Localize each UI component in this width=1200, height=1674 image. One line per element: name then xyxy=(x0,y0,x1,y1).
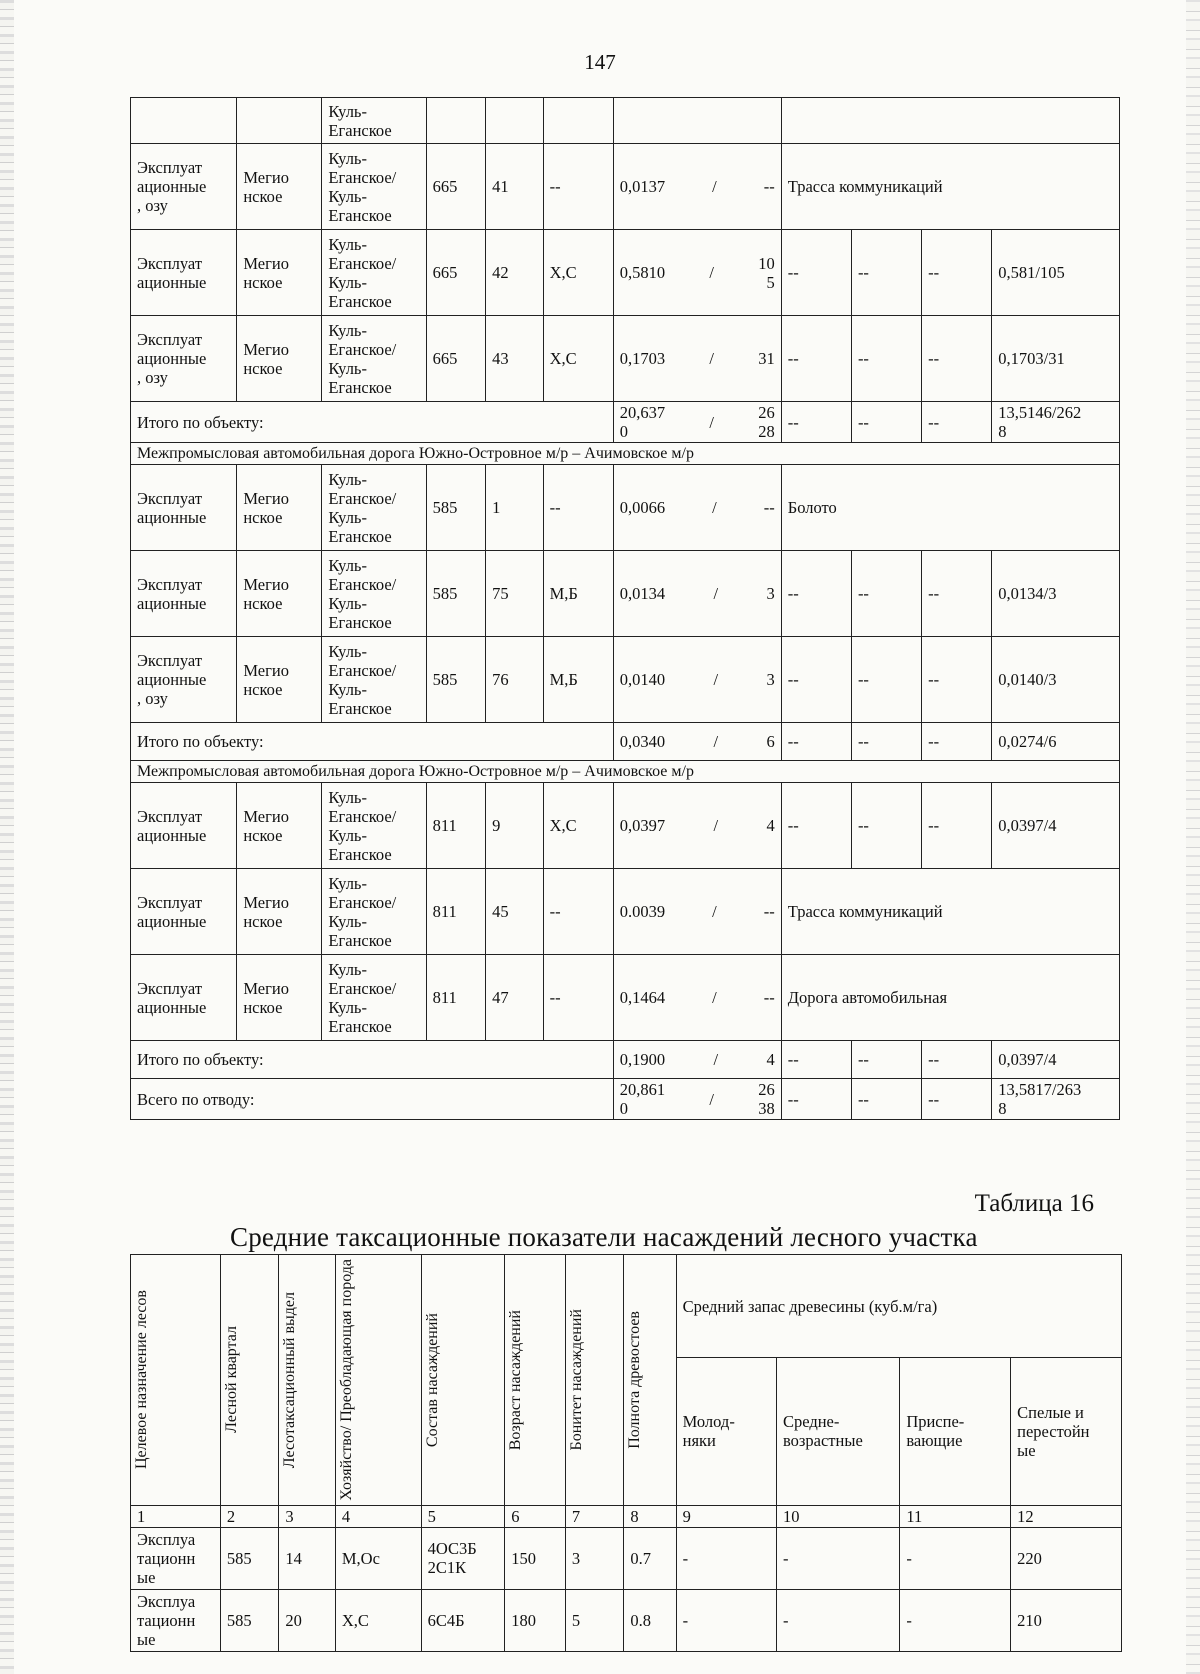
purpose: Эксплуат ационные , озу xyxy=(131,316,237,402)
forestry-district: Куль- Еганское/ Куль- Еганское xyxy=(322,869,426,955)
table-cell: М,Ос xyxy=(335,1527,421,1589)
road-heading: Межпромысловая автомобильная дорога Южно-Островное м/р – Ачимовское м/р xyxy=(131,761,1120,783)
volume-value: 3 xyxy=(766,670,775,689)
header-density: Полнота древостоев xyxy=(624,1255,676,1506)
area-volume-cell xyxy=(613,144,781,230)
table-row xyxy=(131,1527,1122,1589)
column-numbers-row xyxy=(131,1505,1122,1527)
species: Х,С xyxy=(543,783,613,869)
section-heading-row xyxy=(131,443,1120,465)
table-cell: 180 xyxy=(505,1589,566,1651)
page-number: 147 xyxy=(584,50,616,74)
forestry: Мегио нское xyxy=(237,869,322,955)
quarter: 585 xyxy=(426,637,486,723)
area-value: 20,861 0 xyxy=(619,1080,666,1118)
scan-edge-right xyxy=(1186,0,1200,1674)
forestry-district: Куль- Еганское/ Куль- Еганское xyxy=(322,637,426,723)
table-row xyxy=(131,230,1120,316)
header-bonitet: Бонитет насаждений xyxy=(565,1255,624,1506)
table-cell: 4ОС3Б 2С1К xyxy=(421,1527,505,1589)
maturing-value: -- xyxy=(922,723,992,761)
area-value: 0,1900 xyxy=(619,1050,666,1069)
empty-cell xyxy=(543,98,613,144)
allotment: 1 xyxy=(486,465,543,551)
total-value: 0,581/105 xyxy=(992,230,1120,316)
table-cell: Х,С xyxy=(335,1589,421,1651)
header-allotment: Лесотаксационный выдел xyxy=(279,1255,335,1506)
column-number: 6 xyxy=(505,1505,566,1527)
purpose: Эксплуат ационные , озу xyxy=(131,637,237,723)
area-value: 0.0039 xyxy=(619,902,666,921)
forestry-district: Куль- Еганское/ Куль- Еганское xyxy=(322,955,426,1041)
maturing-value: -- xyxy=(922,551,992,637)
total-value: 0,0397/4 xyxy=(992,783,1120,869)
allotment: 45 xyxy=(486,869,543,955)
table-row xyxy=(131,316,1120,402)
road-heading: Межпромысловая автомобильная дорога Южно-Островное м/р – Ачимовское м/р xyxy=(131,443,1120,465)
table-cell: 5 xyxy=(565,1589,624,1651)
total-value: 0,0274/6 xyxy=(992,723,1120,761)
volume-value: 26 28 xyxy=(758,403,775,441)
volume-value: 4 xyxy=(766,816,775,835)
allotment: 9 xyxy=(486,783,543,869)
fraction-slash: / xyxy=(713,732,719,751)
total-row xyxy=(131,402,1120,443)
fraction-slash: / xyxy=(709,263,714,282)
volume-value: -- xyxy=(763,902,775,921)
fraction-slash: / xyxy=(712,988,717,1007)
table-row xyxy=(131,637,1120,723)
area-volume-cell xyxy=(613,551,781,637)
table-row xyxy=(131,144,1120,230)
scan-edge-left xyxy=(0,0,14,1674)
purpose: Эксплуат ационные xyxy=(131,551,237,637)
volume-value: -- xyxy=(763,177,775,196)
purpose: Эксплуат ационные xyxy=(131,783,237,869)
young-value: -- xyxy=(781,783,851,869)
allotment: 41 xyxy=(486,144,543,230)
table-row xyxy=(131,869,1120,955)
middle-value: -- xyxy=(851,723,921,761)
table-cell: 14 xyxy=(279,1527,335,1589)
fraction-slash: / xyxy=(713,816,719,835)
young-value: -- xyxy=(781,1079,851,1120)
volume-value: 26 38 xyxy=(758,1080,775,1118)
area-value: 0,5810 xyxy=(619,263,666,282)
volume-value: 6 xyxy=(766,732,775,751)
forestry-district: Куль- Еганское/ Куль- Еганское xyxy=(322,783,426,869)
young-value: -- xyxy=(781,723,851,761)
total-label: Итого по объекту: xyxy=(131,1041,614,1079)
quarter: 811 xyxy=(426,869,486,955)
table-row xyxy=(131,1589,1122,1651)
table-title: Средние таксационные показатели насаждений лесного участка xyxy=(230,1222,978,1252)
area-volume-cell xyxy=(613,402,781,443)
table-row xyxy=(131,465,1120,551)
maturing-value: -- xyxy=(922,783,992,869)
forestry: Мегио нское xyxy=(237,230,322,316)
table-cell: 150 xyxy=(505,1527,566,1589)
taxation-table xyxy=(130,1254,1122,1652)
total-row xyxy=(131,1079,1120,1120)
maturing-value: -- xyxy=(922,402,992,443)
allotment: 42 xyxy=(486,230,543,316)
fraction-slash: / xyxy=(709,349,714,368)
column-number: 1 xyxy=(131,1505,221,1527)
species: Х,С xyxy=(543,230,613,316)
total-value: 0,0140/3 xyxy=(992,637,1120,723)
allotment-table xyxy=(130,97,1120,1120)
total-label: Итого по объекту: xyxy=(131,723,614,761)
empty-cell xyxy=(781,98,1119,144)
table-cell: 585 xyxy=(220,1527,279,1589)
middle-value: -- xyxy=(851,316,921,402)
column-number: 7 xyxy=(565,1505,624,1527)
table-row xyxy=(131,783,1120,869)
column-number: 9 xyxy=(676,1505,776,1527)
table-cell: Эксплуа тационн ые xyxy=(131,1527,221,1589)
area-value: 20,637 0 xyxy=(619,403,666,441)
table-row xyxy=(131,551,1120,637)
purpose: Эксплуат ационные , озу xyxy=(131,144,237,230)
header-middle-aged: Средне- возрастные xyxy=(776,1358,899,1505)
total-value: 13,5146/262 8 xyxy=(992,402,1120,443)
area-volume-cell xyxy=(613,316,781,402)
table-cell: 220 xyxy=(1011,1527,1122,1589)
area-volume-cell xyxy=(613,1041,781,1079)
section-heading-row xyxy=(131,761,1120,783)
purpose: Эксплуат ационные xyxy=(131,465,237,551)
allotment: 43 xyxy=(486,316,543,402)
column-number: 12 xyxy=(1011,1505,1122,1527)
table-cell: - xyxy=(676,1527,776,1589)
forestry: Мегио нское xyxy=(237,955,322,1041)
purpose: Эксплуат ационные xyxy=(131,230,237,316)
column-number: 11 xyxy=(900,1505,1011,1527)
area-volume-cell xyxy=(613,723,781,761)
quarter: 665 xyxy=(426,316,486,402)
header-maturing: Приспе- вающие xyxy=(900,1358,1011,1505)
species: М,Б xyxy=(543,637,613,723)
area-volume-cell xyxy=(613,955,781,1041)
maturing-value: -- xyxy=(922,316,992,402)
fraction-slash: / xyxy=(709,1089,714,1109)
quarter: 585 xyxy=(426,465,486,551)
area-value: 0,0134 xyxy=(619,584,666,603)
column-number: 10 xyxy=(776,1505,899,1527)
area-volume-cell xyxy=(613,783,781,869)
table-cell: 0.7 xyxy=(624,1527,676,1589)
area-value: 0,1464 xyxy=(619,988,666,1007)
area-volume-cell xyxy=(613,465,781,551)
maturing-value: -- xyxy=(922,1041,992,1079)
empty-cell xyxy=(486,98,543,144)
area-value: 0,0066 xyxy=(619,498,666,517)
table-cell: - xyxy=(776,1589,899,1651)
allotment: 76 xyxy=(486,637,543,723)
volume-value: 4 xyxy=(766,1050,775,1069)
forestry-district: Куль- Еганское xyxy=(322,98,426,144)
land-note: Трасса коммуникаций xyxy=(781,144,1119,230)
table-number: Таблица 16 xyxy=(974,1190,1094,1217)
forestry-district: Куль- Еганское/ Куль- Еганское xyxy=(322,230,426,316)
species: -- xyxy=(543,869,613,955)
young-value: -- xyxy=(781,637,851,723)
table-cell: 20 xyxy=(279,1589,335,1651)
total-value: 13,5817/263 8 xyxy=(992,1079,1120,1120)
allotment: 47 xyxy=(486,955,543,1041)
table-cell: Эксплуа тационн ые xyxy=(131,1589,221,1651)
table-cell: 585 xyxy=(220,1589,279,1651)
forestry-district: Куль- Еганское/ Куль- Еганское xyxy=(322,316,426,402)
area-value: 0,0397 xyxy=(619,816,666,835)
land-note: Дорога автомобильная xyxy=(781,955,1119,1041)
empty-cell xyxy=(131,98,237,144)
species: -- xyxy=(543,144,613,230)
volume-value: -- xyxy=(763,498,775,517)
fraction-slash: / xyxy=(713,1050,719,1069)
column-number: 8 xyxy=(624,1505,676,1527)
fraction-slash: / xyxy=(713,670,719,689)
table-cell: - xyxy=(900,1527,1011,1589)
land-note: Трасса коммуникаций xyxy=(781,869,1119,955)
purpose: Эксплуат ационные xyxy=(131,955,237,1041)
empty-cell xyxy=(237,98,322,144)
young-value: -- xyxy=(781,316,851,402)
total-value: 0,1703/31 xyxy=(992,316,1120,402)
forestry: Мегио нское xyxy=(237,551,322,637)
area-value: 0,1703 xyxy=(619,349,666,368)
land-note: Болото xyxy=(781,465,1119,551)
volume-value: 10 5 xyxy=(758,253,775,292)
column-number: 3 xyxy=(279,1505,335,1527)
young-value: -- xyxy=(781,230,851,316)
species: -- xyxy=(543,465,613,551)
fraction-slash: / xyxy=(712,902,717,921)
area-volume-cell xyxy=(613,230,781,316)
purpose: Эксплуат ационные xyxy=(131,869,237,955)
middle-value: -- xyxy=(851,1079,921,1120)
quarter: 665 xyxy=(426,230,486,316)
area-value: 0,0140 xyxy=(619,670,666,689)
empty-cell xyxy=(426,98,486,144)
table-row xyxy=(131,955,1120,1041)
table-cell: - xyxy=(676,1589,776,1651)
fraction-slash: / xyxy=(712,498,717,517)
quarter: 585 xyxy=(426,551,486,637)
middle-value: -- xyxy=(851,230,921,316)
total-value: 0,0134/3 xyxy=(992,551,1120,637)
table-cell: 0.8 xyxy=(624,1589,676,1651)
maturing-value: -- xyxy=(922,230,992,316)
area-volume-cell xyxy=(613,869,781,955)
forestry: Мегио нское xyxy=(237,783,322,869)
empty-cell xyxy=(613,98,781,144)
forestry: Мегио нское xyxy=(237,637,322,723)
quarter: 811 xyxy=(426,955,486,1041)
header-age: Возраст насаждений xyxy=(505,1255,566,1506)
forestry: Мегио нское xyxy=(237,144,322,230)
header-quarter: Лесной квартал xyxy=(220,1255,279,1506)
species: М,Б xyxy=(543,551,613,637)
volume-value: 3 xyxy=(766,584,775,603)
fraction-slash: / xyxy=(709,412,714,432)
table-cell: 3 xyxy=(565,1527,624,1589)
middle-value: -- xyxy=(851,637,921,723)
total-value: 0,0397/4 xyxy=(992,1041,1120,1079)
table-row xyxy=(131,98,1120,144)
table-cell: 210 xyxy=(1011,1589,1122,1651)
header-species: Хозяйство/ Преобладающая порода xyxy=(335,1255,421,1506)
area-value: 0,0340 xyxy=(619,732,666,751)
table-cell: - xyxy=(776,1527,899,1589)
column-number: 2 xyxy=(220,1505,279,1527)
middle-value: -- xyxy=(851,783,921,869)
area-volume-cell xyxy=(613,1079,781,1120)
table-cell: 6С4Б xyxy=(421,1589,505,1651)
middle-value: -- xyxy=(851,402,921,443)
area-volume-cell xyxy=(613,637,781,723)
column-number: 5 xyxy=(421,1505,505,1527)
middle-value: -- xyxy=(851,1041,921,1079)
forestry: Мегио нское xyxy=(237,465,322,551)
header-young: Молод- няки xyxy=(676,1358,776,1505)
quarter: 811 xyxy=(426,783,486,869)
volume-value: -- xyxy=(763,988,775,1007)
species: -- xyxy=(543,955,613,1041)
header-composition: Состав насаждений xyxy=(421,1255,505,1506)
volume-value: 31 xyxy=(758,349,775,368)
forestry-district: Куль- Еганское/ Куль- Еганское xyxy=(322,551,426,637)
total-label: Всего по отводу: xyxy=(131,1079,614,1120)
maturing-value: -- xyxy=(922,1079,992,1120)
allotment: 75 xyxy=(486,551,543,637)
header-purpose: Целевое назначение лесов xyxy=(131,1255,221,1506)
total-label: Итого по объекту: xyxy=(131,402,614,443)
header-mature: Спелые и перестойн ые xyxy=(1011,1358,1122,1505)
header-stock-group: Средний запас древесины (куб.м/га) xyxy=(676,1255,1121,1358)
table-cell: - xyxy=(900,1589,1011,1651)
forestry-district: Куль- Еганское/ Куль- Еганское xyxy=(322,144,426,230)
quarter: 665 xyxy=(426,144,486,230)
young-value: -- xyxy=(781,402,851,443)
young-value: -- xyxy=(781,551,851,637)
middle-value: -- xyxy=(851,551,921,637)
young-value: -- xyxy=(781,1041,851,1079)
species: Х,С xyxy=(543,316,613,402)
fraction-slash: / xyxy=(712,177,717,196)
column-number: 4 xyxy=(335,1505,421,1527)
fraction-slash: / xyxy=(713,584,719,603)
total-row xyxy=(131,1041,1120,1079)
total-row xyxy=(131,723,1120,761)
area-value: 0,0137 xyxy=(619,177,666,196)
forestry-district: Куль- Еганское/ Куль- Еганское xyxy=(322,465,426,551)
maturing-value: -- xyxy=(922,637,992,723)
forestry: Мегио нское xyxy=(237,316,322,402)
